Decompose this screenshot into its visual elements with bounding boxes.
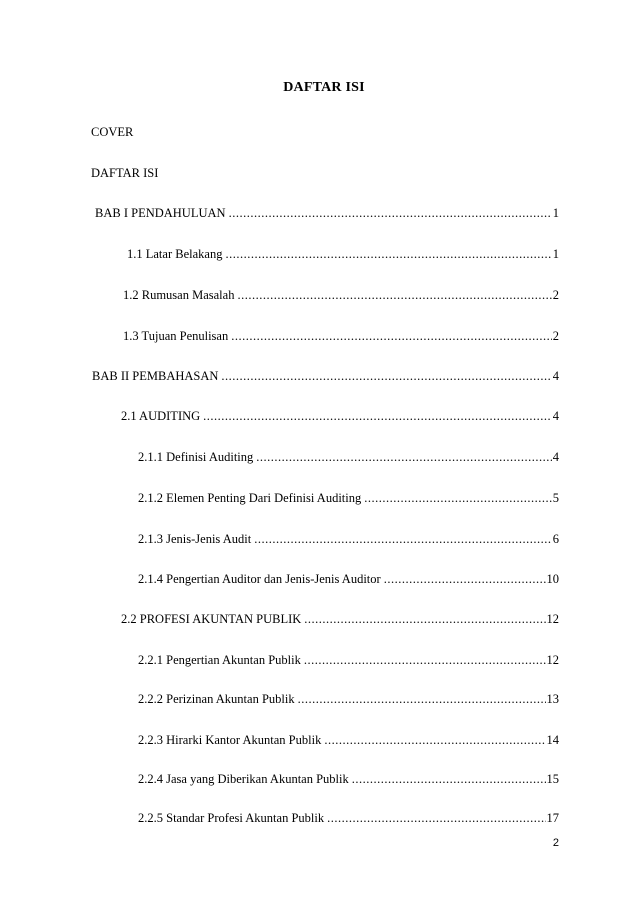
toc-leader-dots xyxy=(256,450,551,465)
toc-row-label: 2.1.3 Jenis-Jenis Audit xyxy=(138,532,252,546)
toc-row-page: 12 xyxy=(546,612,559,626)
toc-row xyxy=(138,491,559,507)
toc-leader-dots xyxy=(324,733,545,748)
toc-row-page: 2 xyxy=(552,329,559,343)
toc-row-label: 1.3 Tujuan Penulisan xyxy=(123,329,229,343)
toc-row-label: 2.2.2 Perizinan Akuntan Publik xyxy=(138,692,295,706)
page-title: DAFTAR ISI xyxy=(283,80,365,95)
toc-row xyxy=(127,247,559,263)
toc-row-label: 2.1.4 Pengertian Auditor dan Jenis-Jenis Auditor xyxy=(138,572,381,586)
toc-leader-dots xyxy=(231,329,552,344)
toc-row-label: 2.1 AUDITING xyxy=(121,409,201,423)
toc-row xyxy=(138,811,559,827)
toc-leader-dots xyxy=(254,532,552,547)
toc-leader-dots xyxy=(229,206,552,221)
toc-row xyxy=(92,369,559,385)
toc-row xyxy=(138,653,559,669)
toc-row-page: 4 xyxy=(552,369,559,383)
toc-entry-cover: COVER xyxy=(91,125,134,139)
toc-entry-daftar-isi: DAFTAR ISI xyxy=(91,166,159,180)
toc-row xyxy=(138,772,559,788)
toc-row-label: 2.1.2 Elemen Penting Dari Definisi Auditing xyxy=(138,491,362,505)
toc-row-page: 2 xyxy=(552,288,559,302)
toc-row xyxy=(95,206,559,222)
toc-row-page: 5 xyxy=(552,491,559,505)
toc-row-label: 2.2.3 Hirarki Kantor Akuntan Publik xyxy=(138,733,322,747)
toc-row xyxy=(123,329,559,345)
toc-row-page: 6 xyxy=(552,532,559,546)
toc-row xyxy=(121,612,559,628)
page-number: 2 xyxy=(552,837,559,849)
toc-row xyxy=(138,450,559,466)
toc-row-label: 1.1 Latar Belakang xyxy=(127,247,223,261)
toc-row-label: 2.2.1 Pengertian Akuntan Publik xyxy=(138,653,301,667)
toc-row-page: 15 xyxy=(546,772,559,786)
toc-leader-dots xyxy=(327,811,545,826)
toc-row-label: BAB I PENDAHULUAN xyxy=(95,206,226,220)
toc-row xyxy=(138,532,559,548)
toc-row-label: BAB II PEMBAHASAN xyxy=(92,369,219,383)
toc-leader-dots xyxy=(304,653,546,668)
toc-leader-dots xyxy=(384,572,546,587)
toc-row-page: 14 xyxy=(546,733,559,747)
toc-leader-dots xyxy=(221,369,551,384)
toc-row-page: 13 xyxy=(546,692,559,706)
toc-leader-dots xyxy=(237,288,551,303)
toc-row-page: 12 xyxy=(546,653,559,667)
toc-row-page: 17 xyxy=(546,811,559,825)
toc-leader-dots xyxy=(364,491,552,506)
toc-row-label: 2.1.1 Definisi Auditing xyxy=(138,450,254,464)
toc-row-page: 1 xyxy=(552,206,559,220)
toc-leader-dots xyxy=(298,692,546,707)
toc-row xyxy=(138,733,559,749)
toc-row-page: 10 xyxy=(546,572,559,586)
toc-leader-dots xyxy=(352,772,546,787)
toc-leader-dots xyxy=(203,409,552,424)
toc-leader-dots xyxy=(304,612,545,627)
toc-row-page: 1 xyxy=(552,247,559,261)
toc-row-label: 1.2 Rumusan Masalah xyxy=(123,288,235,302)
toc-row-page: 4 xyxy=(552,409,559,423)
toc-row xyxy=(138,692,559,708)
toc-row-label: 2.2.4 Jasa yang Diberikan Akuntan Publik xyxy=(138,772,349,786)
toc-row-label: 2.2.5 Standar Profesi Akuntan Publik xyxy=(138,811,325,825)
toc-row-page: 4 xyxy=(552,450,559,464)
toc-row xyxy=(123,288,559,304)
toc-row xyxy=(121,409,559,425)
toc-row xyxy=(138,572,559,588)
toc-row-label: 2.2 PROFESI AKUNTAN PUBLIK xyxy=(121,612,302,626)
toc-leader-dots xyxy=(225,247,551,262)
